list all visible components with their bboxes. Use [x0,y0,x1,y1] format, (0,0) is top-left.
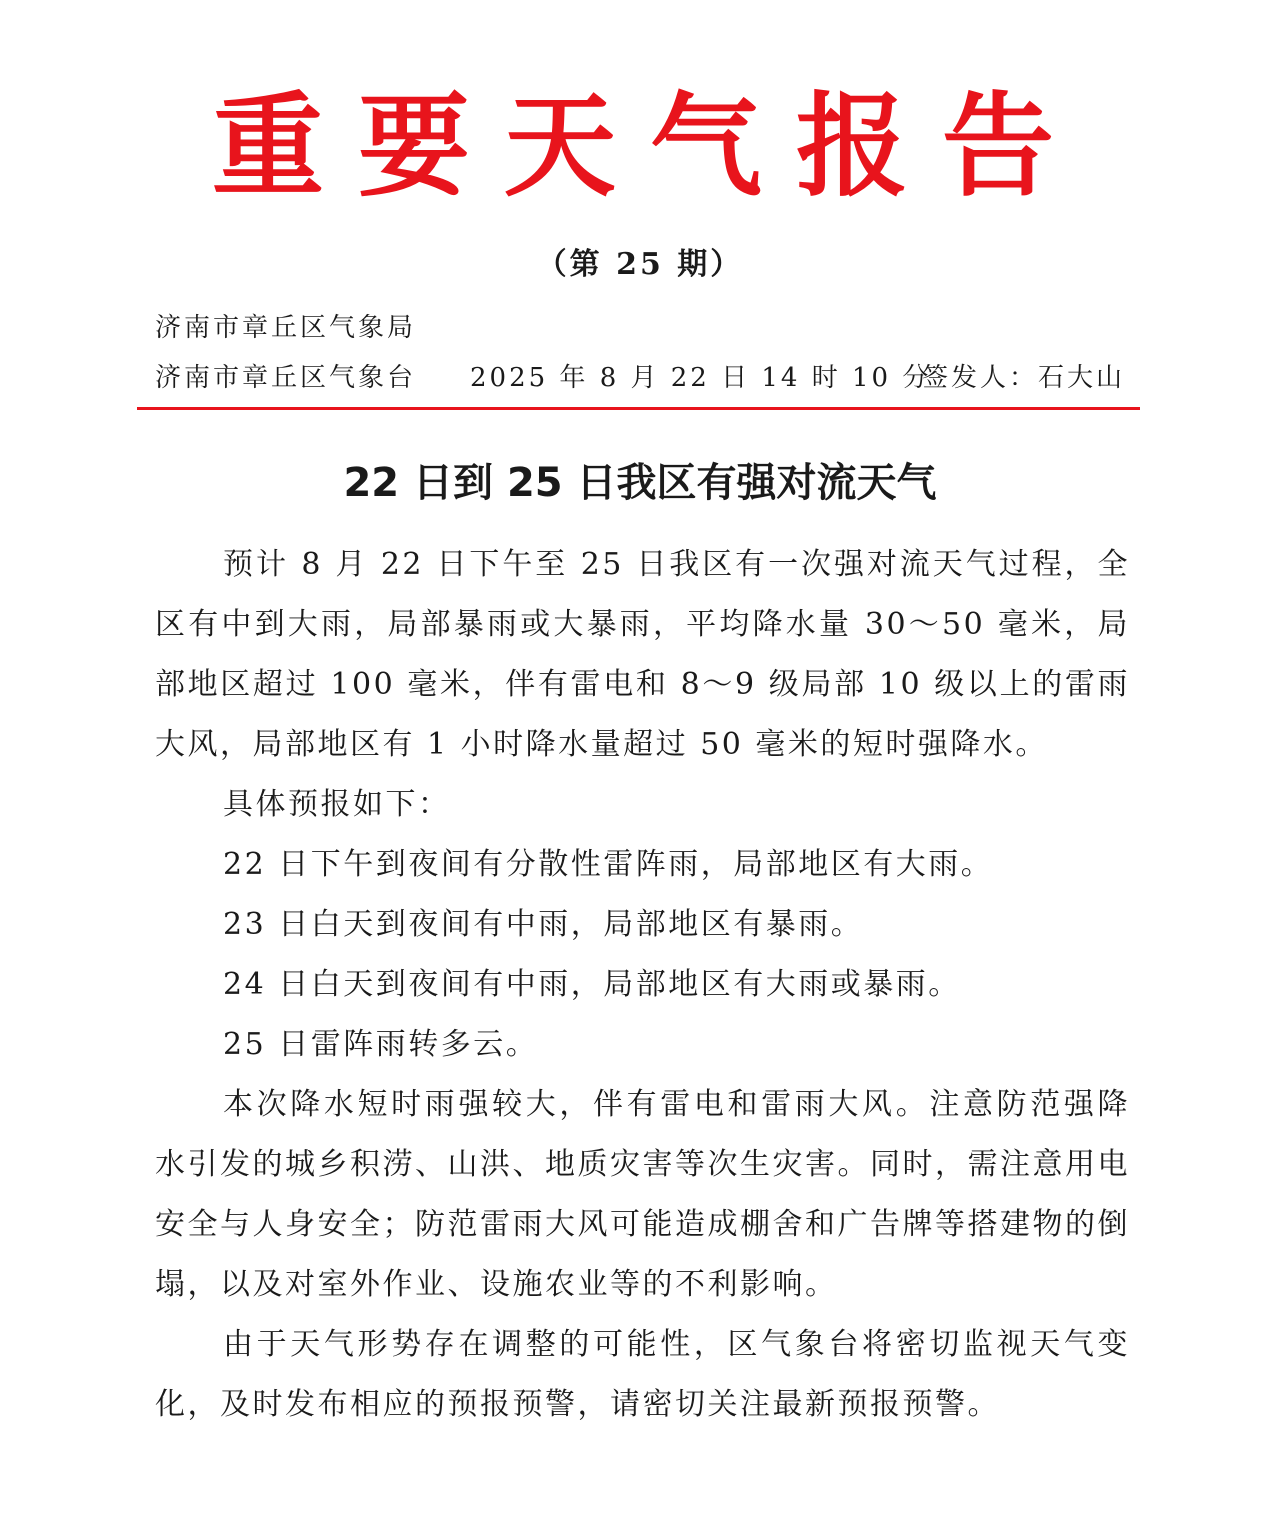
paragraph-monitoring: 由于天气形势存在调整的可能性，区气象台将密切监视天气变化，及时发布相应的预报预警，请密切关注最新预报预警。 [155,1327,1130,1422]
issue-date: 2025 年 8 月 22 日 14 时 10 分 [470,363,932,393]
paragraph-forecast-intro: 具体预报如下： [223,787,451,822]
paragraph-day-24: 24 日白天到夜间有中雨，局部地区有大雨或暴雨。 [223,967,961,1002]
issuer-line [155,360,1125,396]
paragraph-forecast-summary: 预计 8 月 22 日下午至 25 日我区有一次强对流天气过程，全区有中到大雨，局部暴雨或大暴雨，平均降水量 30～50 毫米，局部地区超过 100 毫米，伴有雷电和 8～9 级局部 10 级以上的雷雨大风，局部地区有 1 小时降水量超过 50 毫米的短时强降水。 [155,547,1130,762]
issue-number: （第 25 期） [536,247,744,282]
red-divider [137,407,1140,410]
document-masthead: 重要天气报告 [212,82,1088,212]
report-headline: 22 日到 25 日我区有强对流天气 [343,460,937,506]
issuer-observatory: 济南市章丘区气象台 [155,363,417,393]
signer: 签发人：石大山 [921,363,1125,393]
paragraph-day-23: 23 日白天到夜间有中雨，局部地区有暴雨。 [223,907,864,942]
paragraph-day-22: 22 日下午到夜间有分散性雷阵雨，局部地区有大雨。 [223,847,994,882]
paragraph-precautions: 本次降水短时雨强较大，伴有雷电和雷雨大风。注意防范强降水引发的城乡积涝、山洪、地质灾害等次生灾害。同时，需注意用电安全与人身安全；防范雷雨大风可能造成棚舍和广告牌等搭建物的倒塌，以及对室外作业、设施农业等的不利影响。 [155,1087,1130,1302]
paragraph-day-25: 25 日雷阵雨转多云。 [223,1027,539,1062]
issuer-bureau: 济南市章丘区气象局 [155,313,417,343]
report-body [155,535,1130,1435]
